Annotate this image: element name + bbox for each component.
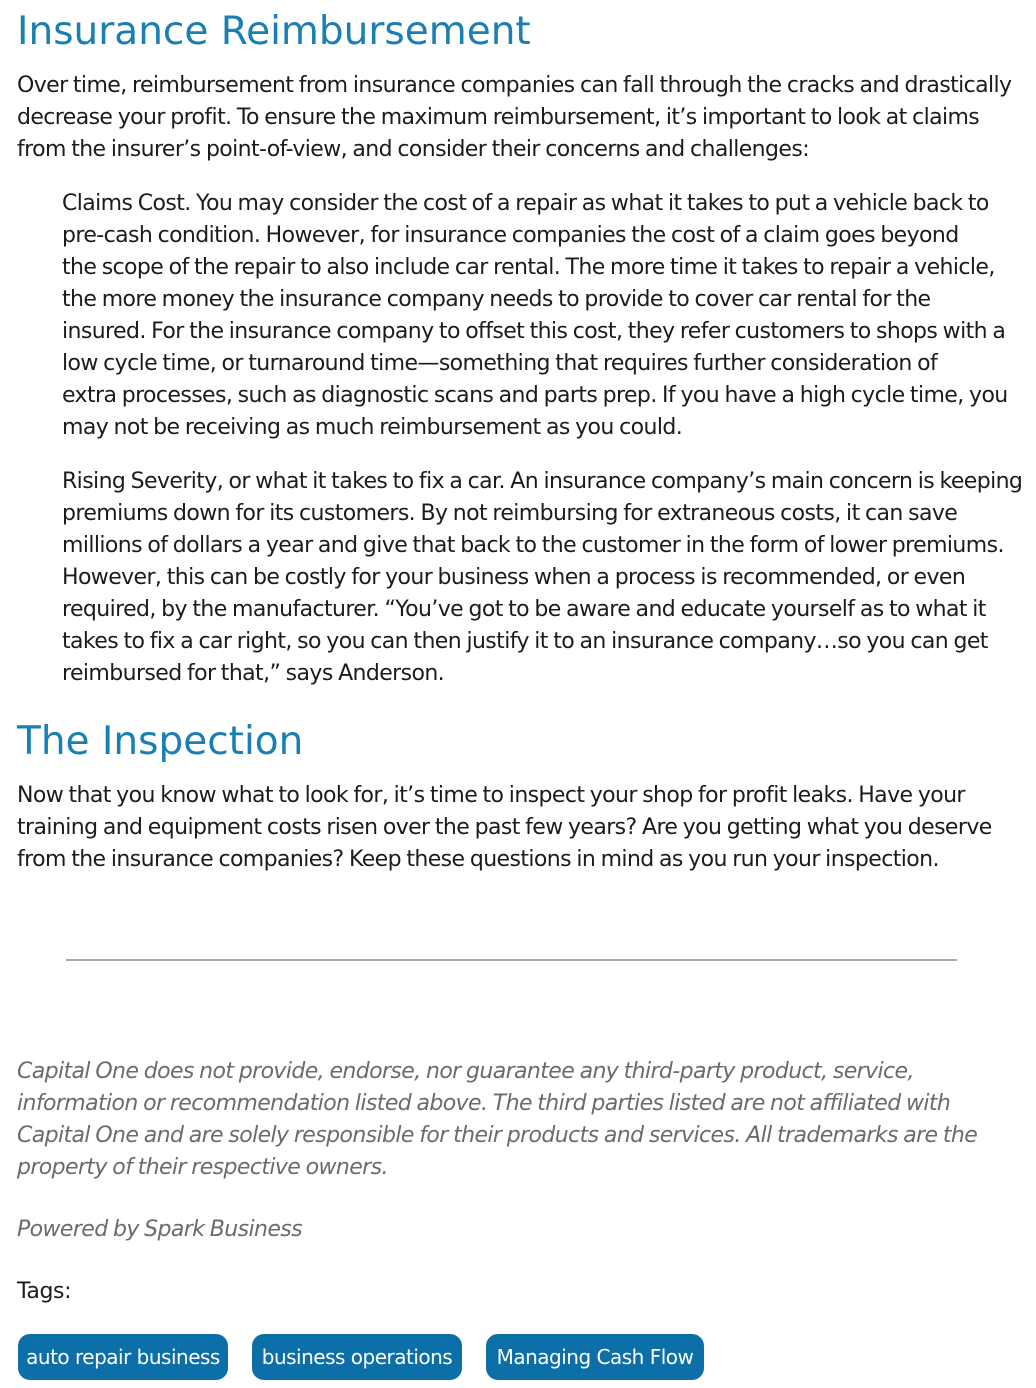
text-line: insured. For the insurance company to offset this cost, they refer customers to shops with a	[62, 319, 1006, 344]
text-line: information or recommendation listed above. The third parties listed are not affiliated with	[17, 1091, 951, 1116]
text-line: Over time, reimbursement from insurance companies can fall through the cracks and drastically	[17, 73, 1012, 98]
text-line: pre-cash condition. However, for insurance companies the cost of a claim goes beyond	[62, 223, 959, 248]
tag-business-operations[interactable]: business operations	[252, 1334, 462, 1380]
section-heading-insurance-reimbursement: Insurance Reimbursement	[17, 9, 531, 54]
text-line: Now that you know what to look for, it’s time to inspect your shop for profit leaks. Have your	[17, 783, 965, 808]
third-party-disclaimer	[17, 1056, 977, 1184]
powered-by-text	[17, 1214, 302, 1246]
tag-auto-repair-business[interactable]: auto repair business	[18, 1334, 228, 1380]
text-line: low cycle time, or turnaround time—something that requires further consideration of	[62, 351, 938, 376]
rising-severity-paragraph	[62, 466, 1022, 690]
text-line: millions of dollars a year and give that back to the customer in the form of lower premiums.	[62, 533, 1004, 558]
text-line: Rising Severity, or what it takes to fix a car. An insurance company’s main concern is keeping	[62, 469, 1023, 494]
inspection-paragraph	[17, 780, 992, 876]
text-line: from the insurer’s point-of-view, and consider their concerns and challenges:	[17, 137, 810, 162]
tag-managing-cash-flow[interactable]: Managing Cash Flow	[486, 1334, 704, 1380]
horizontal-divider	[66, 959, 957, 961]
claims-cost-paragraph	[62, 188, 1008, 444]
text-line: Capital One does not provide, endorse, nor guarantee any third-party product, service,	[17, 1059, 914, 1084]
section-heading-the-inspection: The Inspection	[17, 719, 304, 764]
powered-by-line: Powered by Spark Business	[17, 1217, 302, 1242]
text-line: the scope of the repair to also include car rental. The more time it takes to repair a vehicle,	[62, 255, 995, 280]
text-line: takes to fix a car right, so you can then justify it to an insurance company…so you can get	[62, 629, 988, 654]
text-line: reimbursed for that,” says Anderson.	[62, 661, 445, 686]
insurance-intro-paragraph	[17, 70, 1011, 166]
text-line: extra processes, such as diagnostic scans and parts prep. If you have a high cycle time, you	[62, 383, 1008, 408]
text-line: Capital One and are solely responsible for their products and services. All trademarks are the	[17, 1123, 978, 1148]
text-line: training and equipment costs risen over the past few years? Are you getting what you deserve	[17, 815, 992, 840]
text-line: decrease your profit. To ensure the maximum reimbursement, it’s important to look at claims	[17, 105, 980, 130]
tags-label: Tags:	[17, 1279, 72, 1304]
text-line: from the insurance companies? Keep these questions in mind as you run your inspection.	[17, 847, 939, 872]
text-line: property of their respective owners.	[17, 1155, 388, 1180]
text-line: the more money the insurance company needs to provide to cover car rental for the	[62, 287, 931, 312]
text-line: premiums down for its customers. By not reimbursing for extraneous costs, it can save	[62, 501, 958, 526]
text-line: may not be receiving as much reimbursement as you could.	[62, 415, 683, 440]
text-line: required, by the manufacturer. “You’ve got to be aware and educate yourself as to what it	[62, 597, 986, 622]
text-line: However, this can be costly for your business when a process is recommended, or even	[62, 565, 966, 590]
text-line: Claims Cost. You may consider the cost of a repair as what it takes to put a vehicle back to	[62, 191, 989, 216]
